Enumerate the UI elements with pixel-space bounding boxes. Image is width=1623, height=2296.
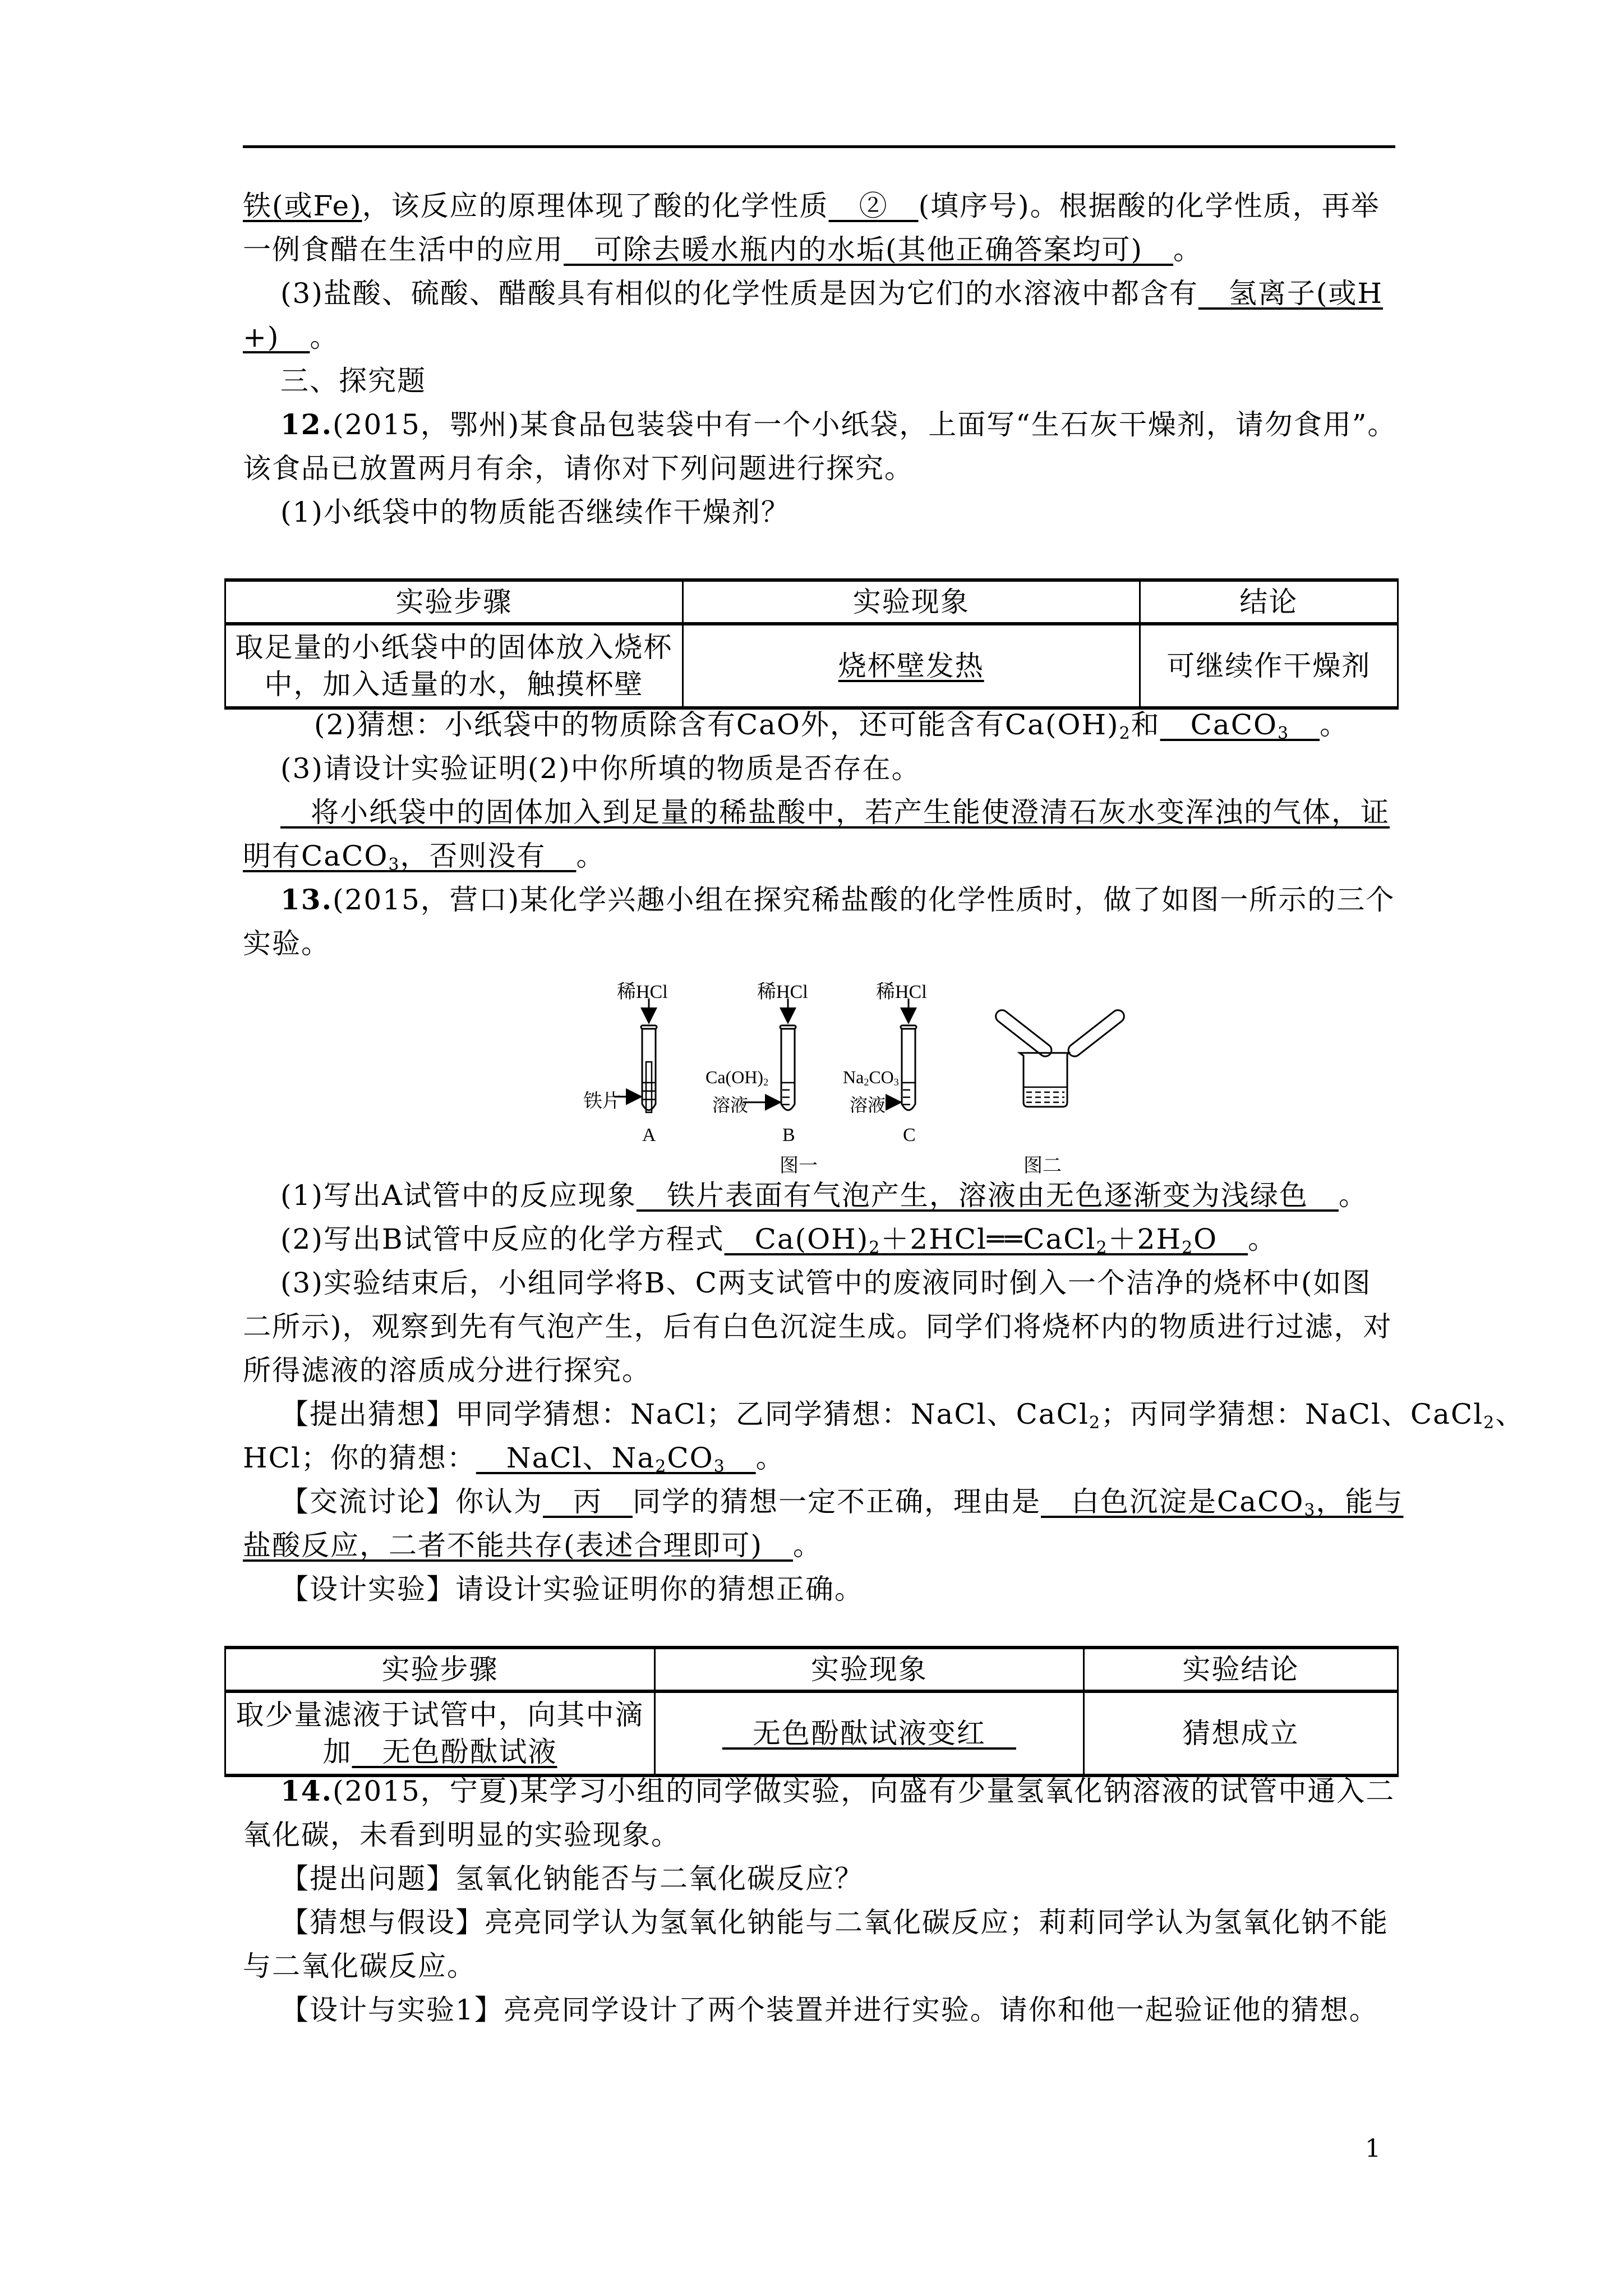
table-cell-phenomenon: [654, 1691, 1083, 1775]
answer-blank: __NaCl、$Na_2CO_3\_\_$: [476, 1442, 756, 1476]
text-line: (2)写出B试管中反应的化学方程式$\_\_Ca(OH)_2+2HCl══CaCl_2+2H_2O\_\_$。: [280, 1223, 1278, 1258]
figure-caption-2: 图二: [1023, 1154, 1062, 1177]
table-header: 结论: [1140, 580, 1398, 624]
answer-blank: __无色酚酞试液: [352, 1736, 557, 1768]
acid-label-a: 稀HCl: [617, 982, 668, 1002]
experiment-table-2: [224, 1646, 1399, 1777]
reagent-label-a: 铁片: [583, 1090, 621, 1112]
table-header-row: [225, 580, 1398, 624]
text-line: (3)请设计实验证明(2)中你所填的物质是否存在。: [280, 752, 921, 785]
question-13: 13.(2015，营口)某化学兴趣小组在探究稀盐酸的化学性质时，做了如图一所示的三个: [280, 883, 1395, 916]
table-header: 实验结论: [1083, 1648, 1398, 1691]
answer-blank: __可除去暖水瓶内的水垢(其他正确答案均可)__: [564, 233, 1174, 266]
answer-blank: +)__: [243, 321, 310, 353]
acid-label-c: 稀HCl: [876, 982, 927, 1002]
reagent-label-b: $Ca(OH)_2$: [706, 1067, 769, 1088]
text-line: 盐酸反应，二者不能共存(表述合理即可)__。: [243, 1529, 823, 1562]
text-line: 【设计与实验1】亮亮同学设计了两个装置并进行实验。请你和他一起验证他的猜想。: [280, 1994, 1378, 2026]
figure-caption-1: 图一: [780, 1154, 818, 1177]
page-number: 1: [1365, 2134, 1381, 2163]
table-cell-step: 取少量滤液于试管中，向其中滴 加__无色酚酞试液: [225, 1691, 655, 1775]
question-12: 12.(2015，鄂州)某食品包装袋中有一个小纸袋，上面写“生石灰干燥剂，请勿食用”。: [280, 408, 1397, 441]
text-line: 【提出问题】氢氧化钠能否与二氧化碳反应？: [280, 1862, 864, 1895]
question-number: 13.: [280, 883, 333, 916]
answer-blank: __将小纸袋中的固体加入到足量的稀盐酸中，若产生能使澄清石灰水变浑浊的气体，证: [280, 796, 1390, 829]
text-line: 该食品已放置两月有余，请你对下列问题进行探究。: [243, 452, 914, 485]
table-header: 实验步骤: [225, 1648, 655, 1691]
test-tube-b: [743, 999, 796, 1110]
pouring-tube-left: [993, 1007, 1054, 1059]
text-line: 所得滤液的溶质成分进行探究。: [243, 1354, 651, 1387]
text-line: (3)盐酸、硫酸、醋酸具有相似的化学性质是因为它们的水溶液中都含有__氢离子(或H: [280, 277, 1383, 310]
table-header: 实验步骤: [225, 580, 683, 624]
table-header: 实验现象: [683, 580, 1140, 624]
beaker: [1020, 1053, 1069, 1107]
question-number: 14.: [280, 1774, 333, 1807]
answer-blank: __丙__: [543, 1485, 633, 1518]
question-14: 14.(2015，宁夏)某学习小组的同学做实验，向盛有少量氢氧化钠溶液的试管中通入二: [280, 1774, 1395, 1807]
tube-label-c: C: [903, 1125, 916, 1145]
text-line: 【猜想与假设】亮亮同学认为氢氧化钠能与二氧化碳反应；莉莉同学认为氢氧化钠不能: [280, 1906, 1389, 1939]
tube-label-a: A: [642, 1125, 656, 1145]
text-line: 【设计实验】请设计实验证明你的猜想正确。: [280, 1573, 864, 1605]
text-line: 二所示)，观察到先有气泡产生，后有白色沉淀生成。同学们将烧杯内的物质进行过滤，对: [243, 1310, 1393, 1343]
answer-blank: 烧杯壁发热: [838, 650, 984, 682]
text-line: (3)实验结束后，小组同学将B、C两支试管中的废液同时倒入一个洁净的烧杯中(如图: [280, 1267, 1372, 1299]
answer-blank: 明有CaCO$_3$，否则没有__: [243, 840, 577, 875]
table-cell-phenomenon: [683, 624, 1140, 708]
answer-blank: __白色沉淀是CaCO$_3$，能与: [1041, 1485, 1404, 1520]
table-row: [225, 1691, 1398, 1775]
table-cell-step: 取足量的小纸袋中的固体放入烧杯 中，加入适量的水，触摸杯壁: [225, 624, 683, 708]
answer-blank: __铁片表面有气泡产生，溶液由无色逐渐变为浅绿色__: [636, 1179, 1339, 1212]
text-line: HCl；你的猜想：__NaCl、$Na_2CO_3\_\_$。: [243, 1442, 785, 1476]
test-tube-c: [886, 999, 916, 1110]
experiment-table-1: [224, 578, 1399, 710]
text-line: 与二氧化碳反应。: [243, 1950, 476, 1982]
answer-blank: __CaCO$_3$__: [1160, 708, 1320, 743]
acid-label-b: 稀HCl: [757, 982, 808, 1002]
text-line: (2)猜想：小纸袋中的物质除含有CaO外，还可能含有$Ca(OH)_2$和__CaCO$_3$__。: [314, 708, 1349, 743]
beaker-figure: [993, 1007, 1127, 1107]
answer-blank: $\_\_Ca(OH)_2+2HCl══CaCl_2+2H_2O\_\_$: [724, 1223, 1248, 1258]
text-line: 铁(或Fe)，该反应的原理体现了酸的化学性质__②__(填序号)。根据酸的化学性质，再举: [243, 190, 1380, 222]
text-line: 氧化碳，未看到明显的实验现象。: [243, 1819, 680, 1851]
text-line: [280, 795, 1399, 829]
question-number: 12.: [280, 408, 333, 441]
experiment-figure: 稀HCl 稀HCl 稀HCl 铁片 $Ca(OH)_2$ 溶液 $Na_2CO_3$ 溶液 A B C 图一 图二: [583, 976, 1144, 1178]
text-line: 一例食醋在生活中的应用__可除去暖水瓶内的水垢(其他正确答案均可)__。: [243, 233, 1203, 266]
text-line: 明有CaCO$_3$，否则没有__。: [243, 840, 606, 875]
text-line: (1)写出A试管中的反应现象__铁片表面有气泡产生，溶液由无色逐渐变为浅绿色__。: [280, 1179, 1368, 1212]
section-heading: 三、探究题: [280, 365, 426, 397]
text-line: 【交流讨论】你认为__丙__同学的猜想一定不正确，理由是__白色沉淀是CaCO$_3$，能与: [280, 1485, 1404, 1520]
answer-blank: __无色酚酞试液变红__: [722, 1717, 1016, 1750]
answer-blank: 铁(或Fe): [243, 190, 362, 222]
text-line: 【提出猜想】甲同学猜想：NaCl；乙同学猜想：NaCl、CaCl$_2$；丙同学猜想：NaCl、CaCl$_2$、: [280, 1398, 1525, 1433]
text-line: (1)小纸袋中的物质能否继续作干燥剂？: [280, 496, 790, 528]
table-header-row: [225, 1648, 1398, 1691]
answer-blank: 盐酸反应，二者不能共存(表述合理即可)__: [243, 1529, 794, 1562]
text-line: +)__。: [243, 321, 339, 353]
text-line: 实验。: [243, 927, 330, 960]
pouring-tube-right: [1066, 1007, 1127, 1059]
table-header: 实验现象: [654, 1648, 1083, 1691]
tube-label-b: B: [782, 1125, 795, 1145]
iron-strip: [646, 1062, 652, 1112]
answer-blank: __氢离子(或H: [1198, 277, 1383, 310]
table-cell-conclusion: 猜想成立: [1083, 1691, 1398, 1775]
reagent-label-c: $Na_2CO_3$: [843, 1067, 899, 1088]
table-row: [225, 624, 1398, 708]
header-rule: [243, 145, 1395, 148]
answer-blank: __②__: [828, 190, 919, 222]
table-cell-conclusion: 可继续作干燥剂: [1140, 624, 1398, 708]
